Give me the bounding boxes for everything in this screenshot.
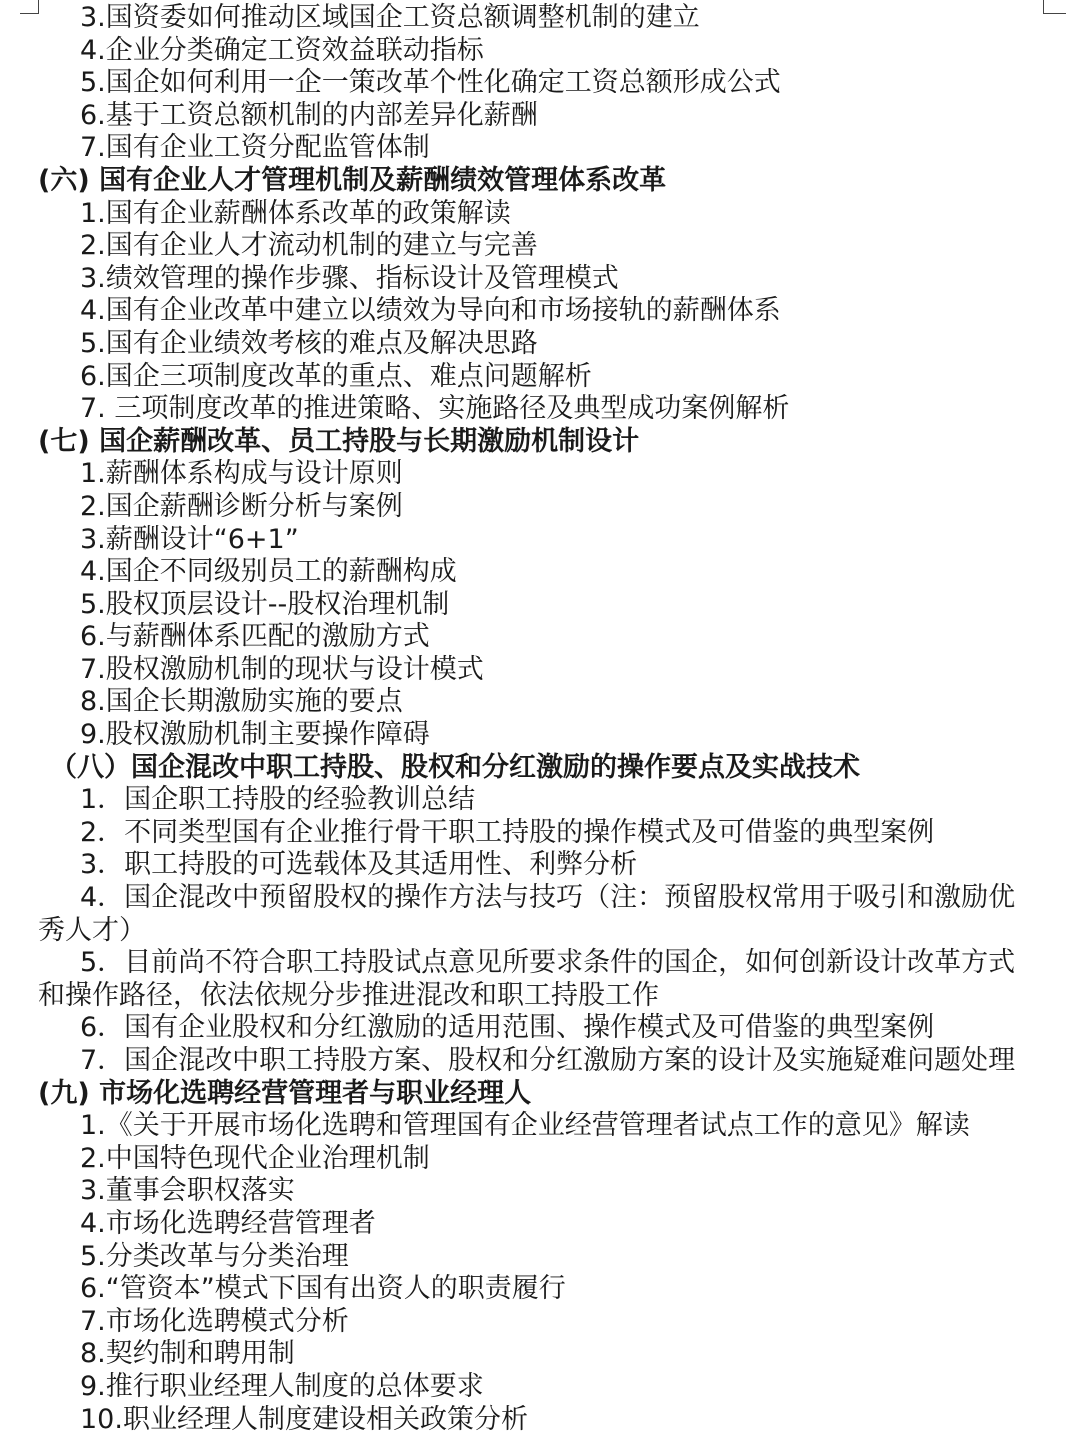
list-item: 7.股权激励机制的现状与设计模式 — [80, 653, 484, 685]
section-heading: （八）国企混改中职工持股、股权和分红激励的操作要点及实战技术 — [50, 751, 860, 783]
list-item: 6．国有企业股权和分红激励的适用范围、操作模式及可借鉴的典型案例 — [80, 1012, 935, 1044]
list-item: 7．国企混改中职工持股方案、股权和分红激励方案的设计及实施疑难问题处理 — [80, 1045, 1016, 1076]
list-item: 3.国资委如何推动区域国企工资总额调整机制的建立 — [80, 2, 700, 33]
list-item: 3.薪酬设计“6+1” — [80, 523, 299, 555]
list-item: 4.企业分类确定工资效益联动指标 — [80, 34, 484, 66]
list-item: 1.《关于开展市场化选聘和管理国有企业经营管理者试点工作的意见》解读 — [80, 1110, 970, 1142]
list-item: 2.国有企业人才流动机制的建立与完善 — [80, 230, 538, 262]
list-item: 7. 三项制度改革的推进策略、实施路径及典型成功案例解析 — [80, 393, 790, 425]
list-item: 5.国企如何利用一企一策改革个性化确定工资总额形成公式 — [80, 67, 781, 99]
list-item-continuation: 秀人才） — [38, 914, 146, 946]
list-item: 5.国有企业绩效考核的难点及解决思路 — [80, 327, 538, 359]
list-item: 5.分类改革与分类治理 — [80, 1240, 349, 1272]
list-item: 6.“管资本”模式下国有出资人的职责履行 — [80, 1273, 566, 1305]
list-item: 4.国企不同级别员工的薪酬构成 — [80, 556, 457, 588]
list-item: 2.国企薪酬诊断分析与案例 — [80, 490, 403, 522]
list-item: 1.国有企业薪酬体系改革的政策解读 — [80, 197, 511, 229]
list-item: 3．职工持股的可选载体及其适用性、利弊分析 — [80, 849, 638, 881]
list-item: 4．国企混改中预留股权的操作方法与技巧（注：预留股权常用于吸引和激励优 — [80, 882, 1016, 914]
list-item: 8.国企长期激励实施的要点 — [80, 686, 403, 718]
list-item: 10.职业经理人制度建设相关政策分析 — [80, 1403, 528, 1435]
list-item: 5.股权顶层设计--股权治理机制 — [80, 588, 450, 620]
section-heading: (七) 国企薪酬改革、员工持股与长期激励机制设计 — [38, 425, 640, 457]
list-item: 5．目前尚不符合职工持股试点意见所要求条件的国企，如何创新设计改革方式 — [80, 947, 1016, 979]
list-item: 7.市场化选聘模式分析 — [80, 1305, 349, 1337]
list-item: 3.绩效管理的操作步骤、指标设计及管理模式 — [80, 262, 619, 294]
section-heading: (九) 市场化选聘经营管理者与职业经理人 — [38, 1077, 532, 1109]
list-item: 6.基于工资总额机制的内部差异化薪酬 — [80, 99, 538, 131]
list-item: 1．国企职工持股的经验教训总结 — [80, 784, 476, 816]
document-body — [0, 2, 1080, 1436]
section-heading: (六) 国有企业人才管理机制及薪酬绩效管理体系改革 — [38, 164, 667, 196]
list-item: 9.推行职业经理人制度的总体要求 — [80, 1370, 484, 1402]
list-item: 8.契约制和聘用制 — [80, 1338, 295, 1370]
list-item: 6.国企三项制度改革的重点、难点问题解析 — [80, 360, 592, 392]
list-item: 7.国有企业工资分配监管体制 — [80, 132, 430, 164]
list-item: 4.国有企业改革中建立以绩效为导向和市场接轨的薪酬体系 — [80, 295, 781, 327]
list-item: 3.董事会职权落实 — [80, 1175, 295, 1207]
list-item: 2.中国特色现代企业治理机制 — [80, 1142, 430, 1174]
list-item: 6.与薪酬体系匹配的激励方式 — [80, 621, 430, 653]
list-item: 4.市场化选聘经营管理者 — [80, 1207, 376, 1239]
list-item: 2．不同类型国有企业推行骨干职工持股的操作模式及可借鉴的典型案例 — [80, 816, 935, 848]
list-item: 1.薪酬体系构成与设计原则 — [80, 458, 403, 490]
list-item: 9.股权激励机制主要操作障碍 — [80, 719, 430, 751]
list-item-continuation: 和操作路径，依法依规分步推进混改和职工持股工作 — [38, 979, 659, 1011]
